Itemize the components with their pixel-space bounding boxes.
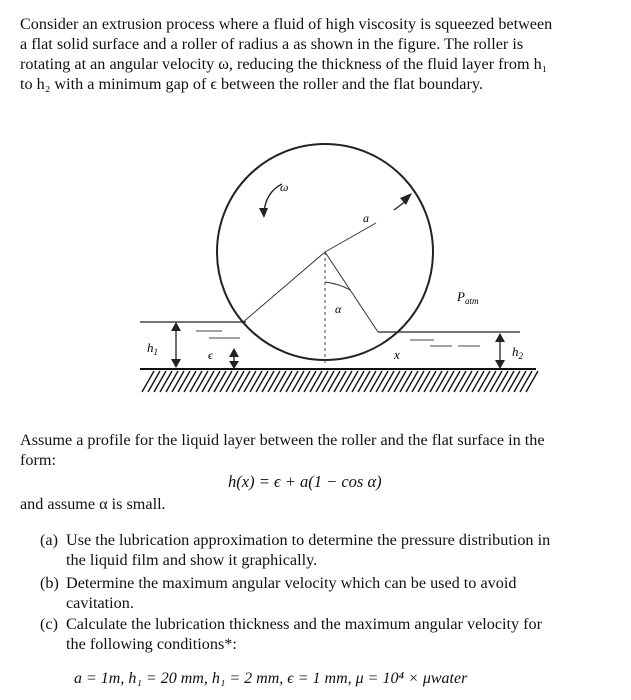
hatch-stroke (364, 371, 376, 392)
question-c (40, 614, 620, 654)
hatch-stroke (400, 371, 412, 392)
question-a-line-2: the liquid film and show it graphically. (66, 551, 318, 569)
hatch-stroke (328, 371, 340, 392)
question-a (40, 530, 620, 570)
omega-label: ω (280, 180, 289, 194)
hatch-stroke (346, 371, 358, 392)
hatch-stroke (520, 371, 532, 392)
question-a-label: (a) (40, 531, 58, 549)
h1-arrowhead-top (171, 322, 181, 331)
h2-arrowhead-bottom (495, 360, 505, 369)
problem-intro (20, 14, 620, 94)
question-b (40, 573, 620, 613)
hatch-stroke (502, 371, 514, 392)
hatch-stroke (472, 371, 484, 392)
intro-line-3: rotating at an angular velocity ω, reducing the thickness of the fluid layer from h₁ (20, 55, 548, 73)
hatch-stroke (244, 371, 256, 392)
hatch-stroke (460, 371, 472, 392)
question-b-label: (b) (40, 574, 59, 592)
hatch-stroke (232, 371, 244, 392)
hatch-stroke (442, 371, 454, 392)
question-a-line-1: Use the lubrication approximation to determine the pressure distribution in (66, 531, 551, 549)
hatch-stroke (184, 371, 196, 392)
radius-label: a (363, 211, 369, 225)
ground-hatching (142, 371, 538, 392)
assume-line-2: form: (20, 451, 56, 469)
question-b-line-1: Determine the maximum angular velocity which can be used to avoid (66, 574, 517, 592)
hatch-stroke (352, 371, 364, 392)
hatch-stroke (268, 371, 280, 392)
hatch-stroke (418, 371, 430, 392)
hatch-stroke (490, 371, 502, 392)
hatch-stroke (436, 371, 448, 392)
radius-line-right (325, 252, 378, 332)
hatch-stroke (448, 371, 460, 392)
hatch-stroke (160, 371, 172, 392)
h2-label: $h_2$ (512, 344, 523, 361)
question-c-line-2: the following conditions*: (66, 635, 237, 653)
h2-arrowhead-top (495, 333, 505, 342)
hatch-stroke (214, 371, 226, 392)
hatch-stroke (454, 371, 466, 392)
hatch-stroke (376, 371, 388, 392)
hatch-stroke (202, 371, 214, 392)
hatch-stroke (496, 371, 508, 392)
hatch-stroke (412, 371, 424, 392)
hatch-stroke (304, 371, 316, 392)
hatch-stroke (466, 371, 478, 392)
hatch-stroke (394, 371, 406, 392)
hatch-stroke (322, 371, 334, 392)
hatch-stroke (262, 371, 274, 392)
hatch-stroke (238, 371, 250, 392)
small-alpha-text: and assume α is small. (20, 495, 166, 513)
x-label: x (394, 347, 400, 362)
hatch-stroke (298, 371, 310, 392)
epsilon-arrowhead-top (229, 348, 239, 357)
hatch-stroke (484, 371, 496, 392)
hatch-stroke (166, 371, 178, 392)
h1-label: $h_1$ (147, 340, 158, 357)
assume-line-1: Assume a profile for the liquid layer between the roller and the flat surface in the (20, 431, 545, 449)
assume-profile-text (20, 430, 620, 470)
given-conditions: a = 1m, h₁ = 20 mm, h₁ = 2 mm, ϵ = 1 mm, μ = 10⁴ × μwater (74, 670, 468, 687)
hatch-stroke (154, 371, 166, 392)
question-c-label: (c) (40, 615, 58, 633)
rotation-arrowhead (259, 208, 268, 218)
hatch-stroke (430, 371, 442, 392)
question-c-line-1: Calculate the lubrication thickness and the maximum angular velocity for (66, 615, 543, 633)
hatch-stroke (406, 371, 418, 392)
hatch-stroke (334, 371, 346, 392)
hatch-stroke (370, 371, 382, 392)
hatch-stroke (526, 371, 538, 392)
intro-line-2: a flat solid surface and a roller of radius a as shown in the figure. The roller is (20, 35, 524, 53)
hatch-stroke (316, 371, 328, 392)
hatch-stroke (172, 371, 184, 392)
roller-extrusion-figure (0, 140, 631, 410)
hatch-stroke (196, 371, 208, 392)
hatch-stroke (310, 371, 322, 392)
hatch-stroke (340, 371, 352, 392)
hatch-stroke (280, 371, 292, 392)
hatch-stroke (220, 371, 232, 392)
hatch-stroke (508, 371, 520, 392)
question-b-line-2: cavitation. (66, 594, 134, 612)
hatch-stroke (178, 371, 190, 392)
epsilon-arrowhead-bottom (229, 361, 239, 369)
hatch-stroke (148, 371, 160, 392)
intro-line-1: Consider an extrusion process where a fluid of high viscosity is squeezed between (20, 15, 553, 33)
hatch-stroke (358, 371, 370, 392)
patm-label: $P_{atm}$ (457, 289, 479, 306)
intro-line-4: to h₂ with a minimum gap of ϵ between the roller and the flat boundary. (20, 75, 483, 93)
hatch-stroke (424, 371, 436, 392)
hatch-stroke (382, 371, 394, 392)
alpha-label: α (335, 302, 342, 316)
hatch-stroke (256, 371, 268, 392)
profile-equation: h(x) = ϵ + a(1 − cos α) (228, 472, 382, 491)
radius-line-left (242, 252, 325, 323)
hatch-stroke (292, 371, 304, 392)
radius-line-mid (325, 223, 376, 252)
hatch-stroke (274, 371, 286, 392)
hatch-stroke (286, 371, 298, 392)
hatch-stroke (142, 371, 154, 392)
hatch-stroke (388, 371, 400, 392)
hatch-stroke (226, 371, 238, 392)
epsilon-label: ϵ (208, 348, 213, 362)
hatch-stroke (478, 371, 490, 392)
hatch-stroke (208, 371, 220, 392)
h1-arrowhead-bottom (171, 359, 181, 368)
hatch-stroke (514, 371, 526, 392)
hatch-stroke (190, 371, 202, 392)
radius-arrowhead (400, 193, 412, 205)
hatch-stroke (250, 371, 262, 392)
